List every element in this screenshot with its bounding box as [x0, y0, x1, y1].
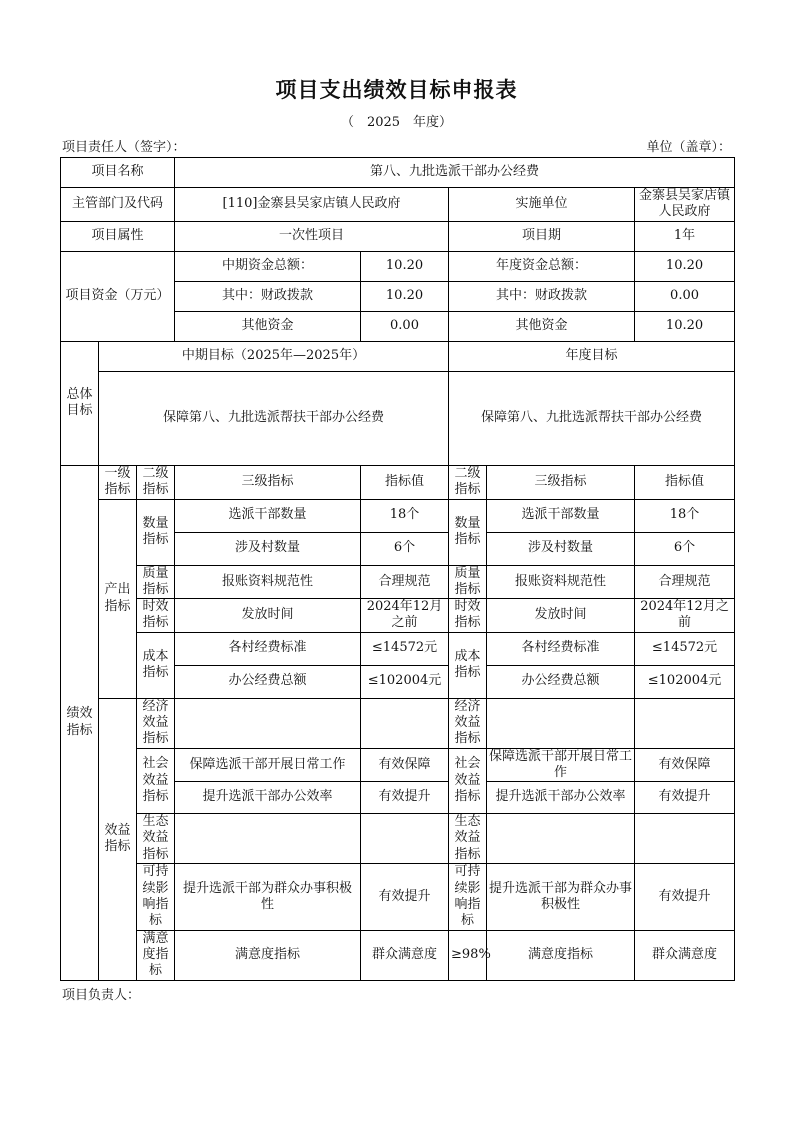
performance-indicator-label: 绩效指标 [61, 465, 99, 980]
header-level3: 三级指标 [175, 465, 361, 499]
timeliness-indicator-label-year: 时效指标 [449, 599, 487, 633]
table-row: 报账资料规范性 [175, 565, 361, 599]
social-indicator-label: 社会效益指标 [137, 748, 175, 814]
project-attr-label: 项目属性 [61, 221, 175, 251]
indicator-value: 6个 [361, 532, 449, 565]
quality-indicator-label-year: 质量指标 [449, 565, 487, 599]
year-fiscal-value: 0.00 [635, 281, 735, 311]
table-row: 办公经费总额 [487, 665, 635, 698]
year-goal-header: 年度目标 [449, 341, 735, 371]
table-row [175, 814, 361, 864]
header-level3-year: 三级指标 [487, 465, 635, 499]
table-row: 群众满意度 [361, 930, 449, 980]
project-attr-value: 一次性项目 [175, 221, 449, 251]
indicator-value: 合理规范 [361, 565, 449, 599]
table-row [487, 698, 635, 748]
table-row: 涉及村数量 [175, 532, 361, 565]
cost-indicator-label-year: 成本指标 [449, 632, 487, 698]
indicator-value [361, 698, 449, 748]
mid-other-value: 0.00 [361, 311, 449, 341]
sustainable-indicator-label: 可持续影响指标 [137, 863, 175, 930]
table-row: 发放时间 [175, 599, 361, 633]
table-row: 选派干部数量 [175, 499, 361, 532]
mid-fiscal-value: 10.20 [361, 281, 449, 311]
indicator-value: ≤14572元 [361, 632, 449, 665]
responsible-signature-label: 项目责任人（签字）： [62, 140, 186, 155]
table-row: 选派干部数量 [487, 499, 635, 532]
benefit-indicator-label: 效益指标 [99, 698, 137, 980]
year-fiscal-label: 其中：财政拨款 [449, 281, 635, 311]
year-total-value: 10.20 [635, 251, 735, 281]
table-row: 群众满意度 [635, 930, 735, 980]
indicator-value: 18个 [361, 499, 449, 532]
indicator-value: 有效保障 [361, 748, 449, 782]
year-goal-text: 保障第八、九批选派帮扶干部办公经费 [449, 371, 735, 465]
table-row: 各村经费标准 [487, 632, 635, 665]
indicator-value: ≤102004元 [635, 665, 735, 698]
dept-value: [110]金寨县吴家店镇人民政府 [175, 188, 449, 222]
economic-indicator-label: 经济效益指标 [137, 698, 175, 748]
indicator-value: 2024年12月之前 [635, 599, 735, 633]
indicator-value: 有效保障 [635, 748, 735, 782]
table-row: 保障选派干部开展日常工作 [175, 748, 361, 782]
indicator-value: ≤102004元 [361, 665, 449, 698]
page-title: 项目支出绩效目标申报表 [275, 77, 518, 102]
table-row: 发放时间 [487, 599, 635, 633]
indicator-value: 合理规范 [635, 565, 735, 599]
table-row: 办公经费总额 [175, 665, 361, 698]
table-row [175, 698, 361, 748]
indicator-value: 有效提升 [361, 863, 449, 930]
year-other-value: 10.20 [635, 311, 735, 341]
impl-unit-label: 实施单位 [449, 188, 635, 222]
indicator-value: 有效提升 [635, 863, 735, 930]
output-indicator-label: 产出指标 [99, 499, 137, 698]
satisfaction-sub-label-year: 满意度指标 [487, 930, 635, 980]
year-label: （ 2025 年度） [340, 115, 453, 130]
impl-unit-value: 金寨县吴家店镇人民政府 [635, 188, 735, 222]
mid-total-value: 10.20 [361, 251, 449, 281]
mid-goal-header: 中期目标（2025年—2025年） [99, 341, 449, 371]
mid-fiscal-label: 其中：财政拨款 [175, 281, 361, 311]
table-row: 提升选派干部办公效率 [175, 782, 361, 814]
performance-goal-form [60, 157, 735, 981]
year-other-label: 其他资金 [449, 311, 635, 341]
indicator-value [361, 814, 449, 864]
funds-label: 项目资金（万元） [61, 251, 175, 341]
overall-goal-label: 总体目标 [61, 341, 99, 465]
header-value: 指标值 [361, 465, 449, 499]
table-row: 提升选派干部为群众办事积极性 [175, 863, 361, 930]
quantity-indicator-label: 数量指标 [137, 499, 175, 565]
indicator-value: ≤14572元 [635, 632, 735, 665]
project-name-label: 项目名称 [61, 158, 175, 188]
dept-label: 主管部门及代码 [61, 188, 175, 222]
indicator-value: 2024年12月之前 [361, 599, 449, 633]
table-row: 涉及村数量 [487, 532, 635, 565]
table-row [487, 814, 635, 864]
ecological-indicator-label: 生态效益指标 [137, 814, 175, 864]
header-level2: 二级指标 [137, 465, 175, 499]
unit-seal-label: 单位（盖章）： [646, 140, 731, 155]
mid-other-label: 其他资金 [175, 311, 361, 341]
indicator-value: 有效提升 [635, 782, 735, 814]
ecological-indicator-label-year: 生态效益指标 [449, 814, 487, 864]
table-row: 报账资料规范性 [487, 565, 635, 599]
indicator-value [635, 814, 735, 864]
indicator-value: 有效提升 [361, 782, 449, 814]
project-name-value: 第八、九批选派干部办公经费 [175, 158, 735, 188]
timeliness-indicator-label: 时效指标 [137, 599, 175, 633]
header-value-year: 指标值 [635, 465, 735, 499]
table-row: 提升选派干部办公效率 [487, 782, 635, 814]
quantity-indicator-label-year: 数量指标 [449, 499, 487, 565]
social-indicator-label-year: 社会效益指标 [449, 748, 487, 814]
economic-indicator-label-year: 经济效益指标 [449, 698, 487, 748]
project-leader-label: 项目负责人： [62, 988, 141, 1003]
table-row: 各村经费标准 [175, 632, 361, 665]
quality-indicator-label: 质量指标 [137, 565, 175, 599]
indicator-value: ≥98% [449, 930, 487, 980]
sustainable-indicator-label-year: 可持续影响指标 [449, 863, 487, 930]
mid-total-label: 中期资金总额： [175, 251, 361, 281]
satisfaction-sub-label: 满意度指标 [175, 930, 361, 980]
table-row: 保障选派干部开展日常工作 [487, 748, 635, 782]
satisfaction-indicator-label: 满意度指标 [137, 930, 175, 980]
header-level1: 一级指标 [99, 465, 137, 499]
indicator-value: 6个 [635, 532, 735, 565]
mid-goal-text: 保障第八、九批选派帮扶干部办公经费 [99, 371, 449, 465]
indicator-value: 18个 [635, 499, 735, 532]
table-row: 提升选派干部为群众办事积极性 [487, 863, 635, 930]
year-total-label: 年度资金总额： [449, 251, 635, 281]
indicator-value [635, 698, 735, 748]
cost-indicator-label: 成本指标 [137, 632, 175, 698]
project-period-label: 项目期 [449, 221, 635, 251]
project-period-value: 1年 [635, 221, 735, 251]
header-level2-year: 二级指标 [449, 465, 487, 499]
